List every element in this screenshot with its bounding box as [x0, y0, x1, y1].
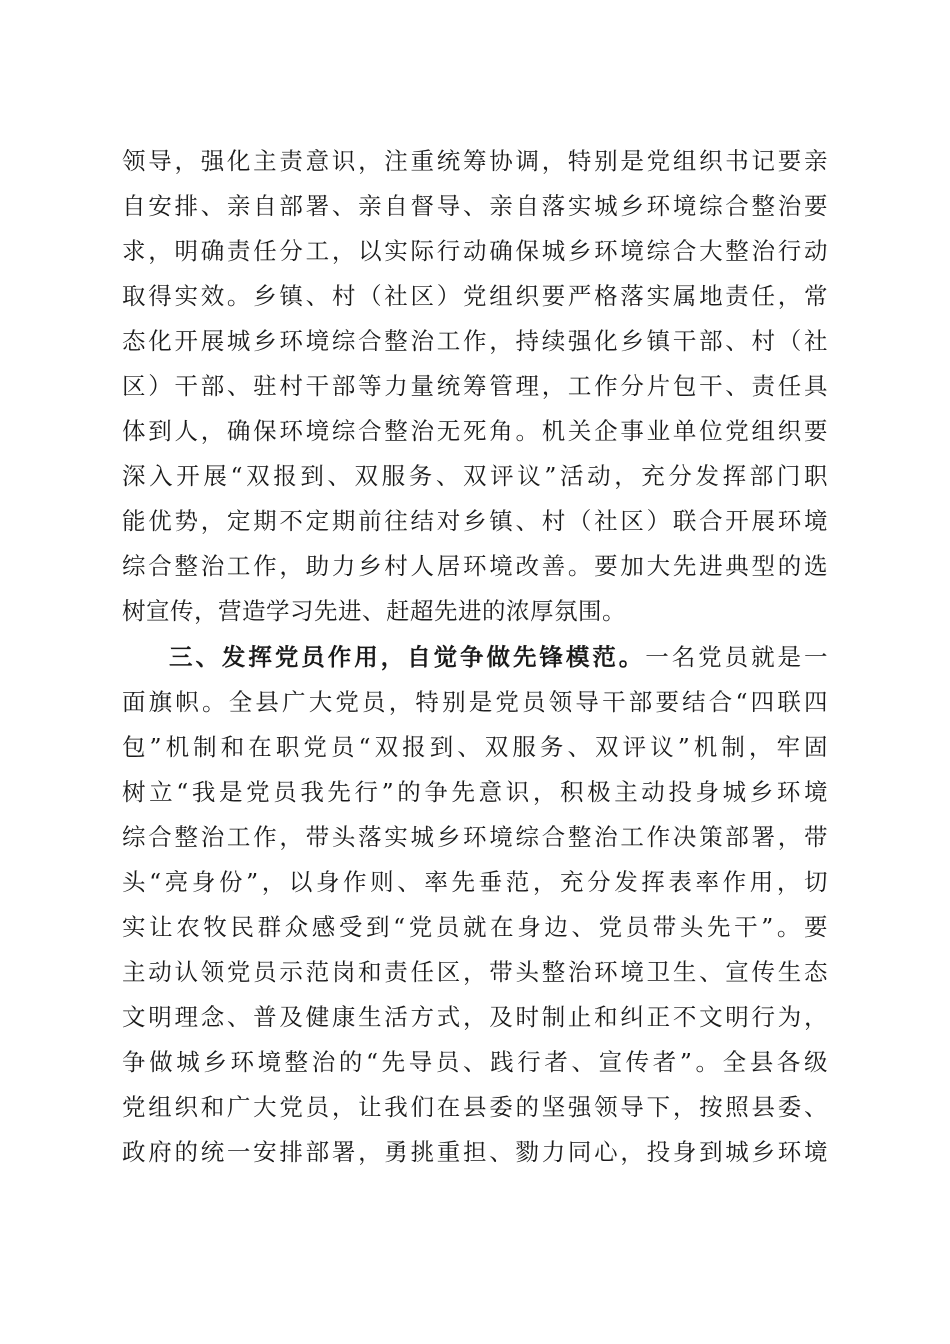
text-line: 包”机制和在职党员“双报到、双服务、双评议”机制，牢固: [122, 732, 828, 761]
text-line: 争做城乡环境整治的“先导员、践行者、宣传者”。全县各级: [122, 1047, 828, 1076]
paragraph-1: [122, 139, 828, 635]
text-line: 体到人，确保环境综合整治无死角。机关企事业单位党组织要: [122, 417, 828, 446]
text-line: 自安排、亲自部署、亲自督导、亲自落实城乡环境综合整治要: [122, 192, 828, 221]
text-line: 求，明确责任分工，以实际行动确保城乡环境综合大整治行动: [122, 237, 828, 266]
body-text: [122, 139, 828, 1175]
text-line: 树立“我是党员我先行”的争先意识，积极主动投身城乡环境: [122, 777, 828, 806]
text-line: 取得实效。乡镇、村（社区）党组织要严格落实属地责任，常: [122, 282, 828, 311]
text-line: 综合整治工作，助力乡村人居环境改善。要加大先进典型的选: [122, 552, 828, 581]
section-heading: 三、发挥党员作用，自觉争做先锋模范。: [169, 642, 646, 671]
text-line: 态化开展城乡环境综合整治工作，持续强化乡镇干部、村（社: [122, 327, 828, 356]
text-line: 面旗帜。全县广大党员，特别是党员领导干部要结合“四联四: [122, 687, 828, 716]
text-line: 能优势，定期不定期前往结对乡镇、村（社区）联合开展环境: [122, 507, 828, 536]
section-heading-line: [122, 635, 828, 680]
text-line: 主动认领党员示范岗和责任区，带头整治环境卫生、宣传生态: [122, 957, 828, 986]
paragraph-2: [122, 635, 828, 1176]
text-line: 领导，强化主责意识，注重统筹协调，特别是党组织书记要亲: [122, 147, 828, 175]
text-line: 区）干部、驻村干部等力量统筹管理，工作分片包干、责任具: [122, 372, 828, 401]
text-line: 文明理念、普及健康生活方式，及时制止和纠正不文明行为，: [122, 1002, 828, 1031]
text-line: 综合整治工作，带头落实城乡环境综合整治工作决策部署，带: [122, 822, 828, 851]
text-line: 头“亮身份”，以身作则、率先垂范，充分发挥表率作用，切: [122, 867, 828, 896]
heading-line-rest: 一名党员就是一: [645, 642, 828, 671]
text-line: 实让农牧民群众感受到“党员就在身边、党员带头先干”。要: [122, 912, 828, 941]
text-line: 树宣传，营造学习先进、赶超先进的浓厚氛围。: [122, 597, 626, 626]
text-line: 深入开展“双报到、双服务、双评议”活动，充分发挥部门职: [122, 462, 828, 491]
text-line: 党组织和广大党员，让我们在县委的坚强领导下，按照县委、: [122, 1092, 828, 1121]
text-line: 政府的统一安排部署，勇挑重担、勠力同心，投身到城乡环境: [122, 1138, 828, 1167]
